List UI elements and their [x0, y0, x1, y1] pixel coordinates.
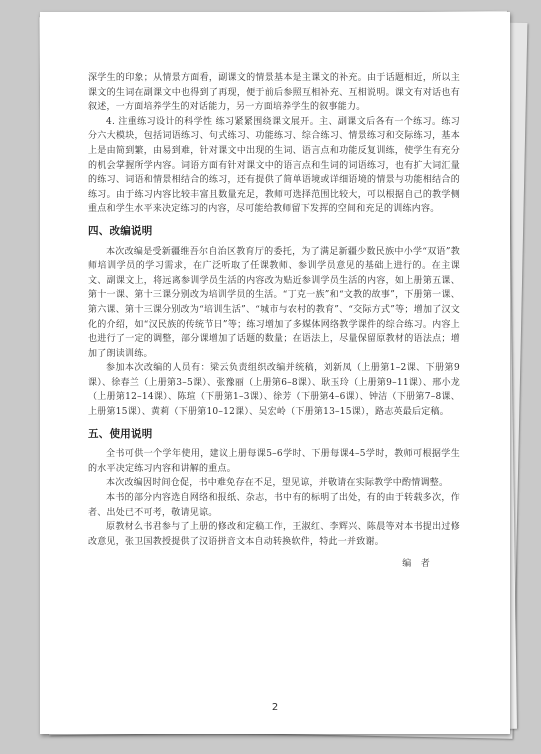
document-page: [40, 12, 510, 734]
paragraph-usage-1: 全书可供一个学年使用，建议上册每课5–6学时、下册每课4–5学时，教师可根据学生的水平决定练习内容和讲解的重点。: [88, 449, 460, 474]
section-heading-adaptation: 四、改编说明: [88, 224, 153, 237]
paragraph-usage-3: 本书的部分内容选自网络和报纸、杂志，书中有的标明了出处，有的由于转载多次，作者、出处已不可考，敬请见谅。: [88, 493, 460, 518]
paragraph-exercise-design: 4. 注重练习设计的科学性 练习紧紧围绕课文展开。主、副课文后各有一个练习。练习分六大模块，包括词语练习、句式练习、功能练习、综合练习、情景练习和交际练习，基本上是由简到繁，由易到难，针对课文中出现的生词、语言点和功能反复训练，使学生有充分的机会掌握所学内容。词语方面有针对课文中的语言点和生词的词语练习，也有扩大词汇量的练习、词语和情景相结合的练习，还有提供了简单语境或详细语境的情景与功能相结合的练习。由于练习内容比较丰富且数量充足，教师可选择范围比较大，可以根据自己的教学侧重点和学生水平来决定练习的内容，尽可能给教师留下发挥的空间和充足的训练内容。: [88, 116, 460, 215]
paragraph-usage-4: 原教材么书君参与了上册的修改和定稿工作，王淑红、李辉兴、陈晨等对本书提出过修改意见，张卫国教授提供了汉语拼音文本自动转换软件，特此一并致谢。: [88, 522, 460, 547]
page-number: 2: [271, 702, 279, 713]
paragraph-adaptation-2: 参加本次改编的人员有：梁云负责组织改编并统稿，刘新凤（上册第1–2课、下册第9课）、徐春兰（上册第3–5课）、张豫丽（上册第6–8课）、耿玉玲（上册第9–11课）、邢小龙（上册第12–14课）、陈瑄（下册第1–3课）、徐芳（下册第4–6课）、钟洁（下册第7–8课、上册第15课）、黄莉（下册第10–12课）、吴宏岭（下册第13–15课），路志英最后定稿。: [88, 363, 460, 418]
paragraph-adaptation-1: 本次改编是受新疆维吾尔自治区教育厅的委托，为了满足新疆少数民族中小学“双语”教师培训学员的学习需求，在广泛听取了任课教师、参训学员意见的基础上进行的。在主课文、副课文上，将远离参训学员生活的内容改为贴近参训学员生活的内容，如上册第五课、第十一课、第十三课分别改为培训学员的生活。“丁克一族”和“文教的故事”，下册第一课、第六课、第十三课分别改为“培训生活”、“城市与农村的教育”、“交际方式”等；增加了汉文化的介绍，如“汉民族的传统节日”等；练习增加了多媒体网络教学课件的综合练习。内容上也进行了一定的调整，部分课增加了话题的数量；在语法上，尽量保留原教材的语法点；增加了朗读训练。: [88, 246, 460, 359]
signature: 编 者: [402, 559, 430, 570]
paragraph-usage-2: 本次改编因时间仓促，书中难免存在不足，望见谅，并敬请在实际教学中酌情调整。: [106, 478, 449, 489]
paragraph-continued: 深学生的印象；从情景方面看，副课文的情景基本是主课文的补充。由于话题相近，所以主课文的生词在副课文中也得到了再现，便于前后参照互相补充、互相说明。课文有对话也有叙述，一方面培养学生的对话能力，另一方面培养学生的叙事能力。: [88, 73, 460, 113]
section-heading-usage: 五、使用说明: [88, 427, 153, 440]
page-content: [88, 71, 460, 572]
